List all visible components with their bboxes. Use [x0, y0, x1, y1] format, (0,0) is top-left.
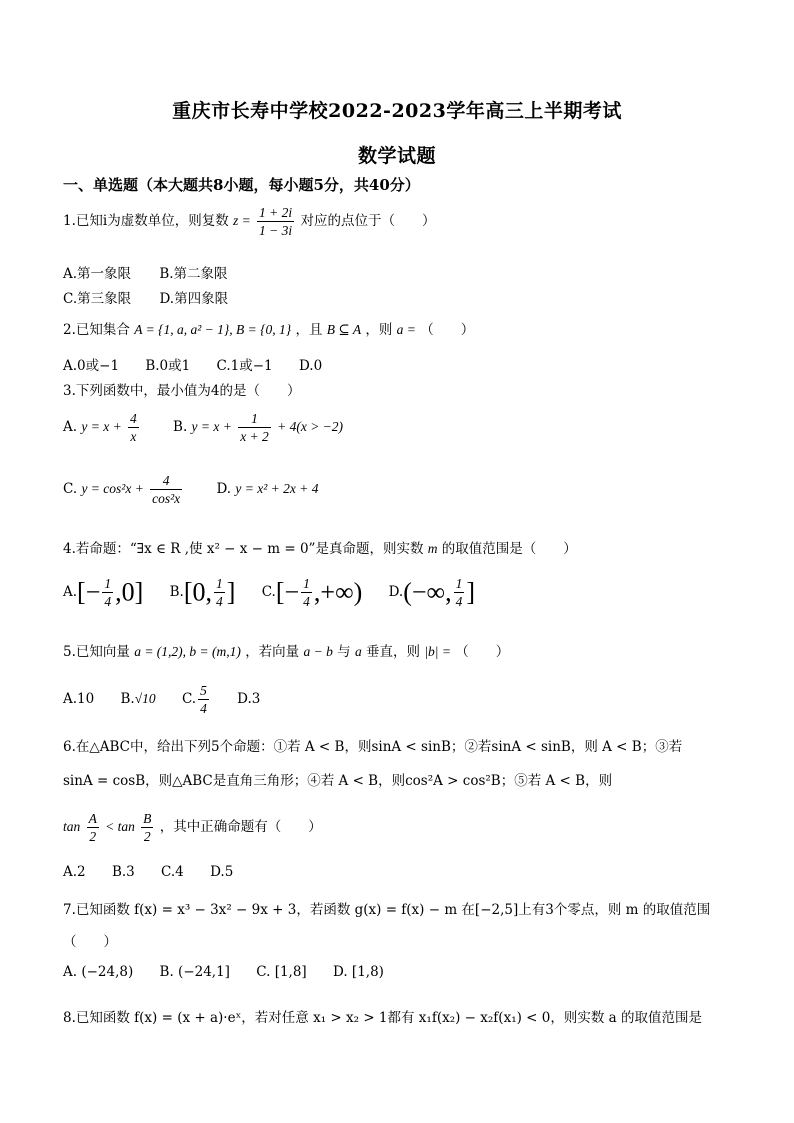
- question-7-line2: （ ）: [63, 934, 117, 950]
- question-6-options: [63, 864, 233, 880]
- q7-option-a: A. (−24,8): [63, 964, 134, 980]
- q7-option-b: B. (−24,1]: [159, 964, 230, 980]
- q1-option-d: D.第四象限: [159, 291, 229, 307]
- q3-option-b: B. y = x + $\frac{1}{x + 2}$ + 4(x > −2): [173, 411, 344, 444]
- q5-option-c: C. $\frac{5}{4}$: [181, 683, 207, 716]
- question-2-stem: 2.已知集合 A = {1, a, a² − 1}, B = {0, 1} ，且 B ⊆ A ，则 a = （ ）: [63, 322, 475, 338]
- q6-option-b: B.3: [111, 864, 135, 880]
- q6-option-c: C.4: [161, 864, 184, 880]
- question-5-options: [63, 682, 260, 717]
- question-8-line1: 8.已知函数 f(x) = (x + a)·eˣ，若对任意 x₁ > x₂ > 1都有 x₁f(x₂) − x₂f(x₁) < 0，则实数 a 的取值范围是: [63, 1010, 702, 1026]
- question-4-options: [63, 575, 475, 610]
- q2-option-b: B.0或1: [145, 358, 191, 374]
- exam-title: 重庆市长寿中学校2022-2023学年高三上半期考试: [172, 100, 622, 122]
- question-3-options-row2: [63, 472, 319, 507]
- q6-option-a: A.2: [63, 864, 86, 880]
- q5-option-b: B.√10: [120, 691, 156, 707]
- q7-option-d: D. [1,8): [333, 964, 384, 980]
- q3-option-d: D. y = x² + 2x + 4: [216, 481, 319, 497]
- question-6-line2: sinA = cosB，则△ABC是直角三角形；④若 A < B，则cos²A > cos²B；⑤若 A < B，则: [63, 773, 613, 789]
- question-6-line1: 6.在△ABC中，给出下列5个命题：①若 A < B，则sinA < sinB；②若sinA < sinB，则 A < B；③若: [63, 739, 683, 755]
- q2-option-c: C.1或−1: [216, 358, 273, 374]
- q4-option-d: D.(−∞, $\frac{1}{4}$ ]: [388, 576, 475, 609]
- question-7-line1: 7.已知函数 f(x) = x³ − 3x² − 9x + 3，若函数 g(x) = f(x) − m 在[−2,5]上有3个零点，则 m 的取值范围: [63, 902, 711, 918]
- q1-fraction: $\frac{1 + 2i}{1 - 3i}$: [259, 205, 293, 238]
- q2-option-d: D.0: [298, 358, 323, 374]
- q5-option-d: D.3: [237, 691, 261, 707]
- q1-option-b: B.第二象限: [159, 266, 228, 282]
- q5-option-a: A.10: [63, 691, 95, 707]
- q4-option-b: B.[0, $\frac{1}{4}$ ]: [169, 576, 236, 609]
- question-1-options-row1: [63, 262, 228, 282]
- section-heading: 一、单选题（本大题共8小题，每小题5分，共40分）: [63, 176, 420, 194]
- exam-subtitle: 数学试题: [357, 145, 436, 167]
- question-1-options-row2: [63, 287, 228, 307]
- q1-option-a: A.第一象限: [63, 266, 132, 282]
- q4-option-c: C.[− $\frac{1}{4}$ ,+∞): [261, 576, 363, 609]
- q4-option-a: A.[− $\frac{1}{4}$ ,0]: [63, 576, 144, 609]
- question-1-stem: 1.已知i为虚数单位，则复数 z = $\frac{1 + 2i}{1 - 3i}$ 对应的点位于（ ）: [63, 205, 436, 238]
- q6-option-d: D.5: [210, 864, 234, 880]
- question-4-stem: 4.若命题：“∃x ∈ R ,使 x² − x − m = 0”是真命题，则实数 m 的取值范围是（ ）: [63, 541, 577, 557]
- q3-option-c: C. y = cos²x + $\frac{4}{\text{cos²x}}$: [63, 473, 181, 506]
- q1-option-c: C.第三象限: [63, 291, 132, 307]
- q7-option-c: C. [1,8]: [256, 964, 307, 980]
- q2-option-a: A.0或−1: [63, 358, 120, 374]
- question-2-options: [63, 354, 322, 374]
- question-3-stem: 3.下列函数中，最小值为4的是（ ）: [63, 383, 301, 399]
- q3-option-a: A. y = x + $\frac{4}{x}$: [63, 411, 137, 444]
- question-6-line3: tan $\frac{A}{2}$ < tan $\frac{B}{2}$ ，其中正确命题有（ ）: [63, 811, 322, 844]
- question-7-options: [63, 964, 384, 980]
- question-5-stem: 5.已知向量 a = (1,2), b = (m,1) ，若向量 a − b 与 a 垂直，则 |b| = （ ）: [63, 644, 510, 660]
- question-3-options-row1: [63, 410, 343, 445]
